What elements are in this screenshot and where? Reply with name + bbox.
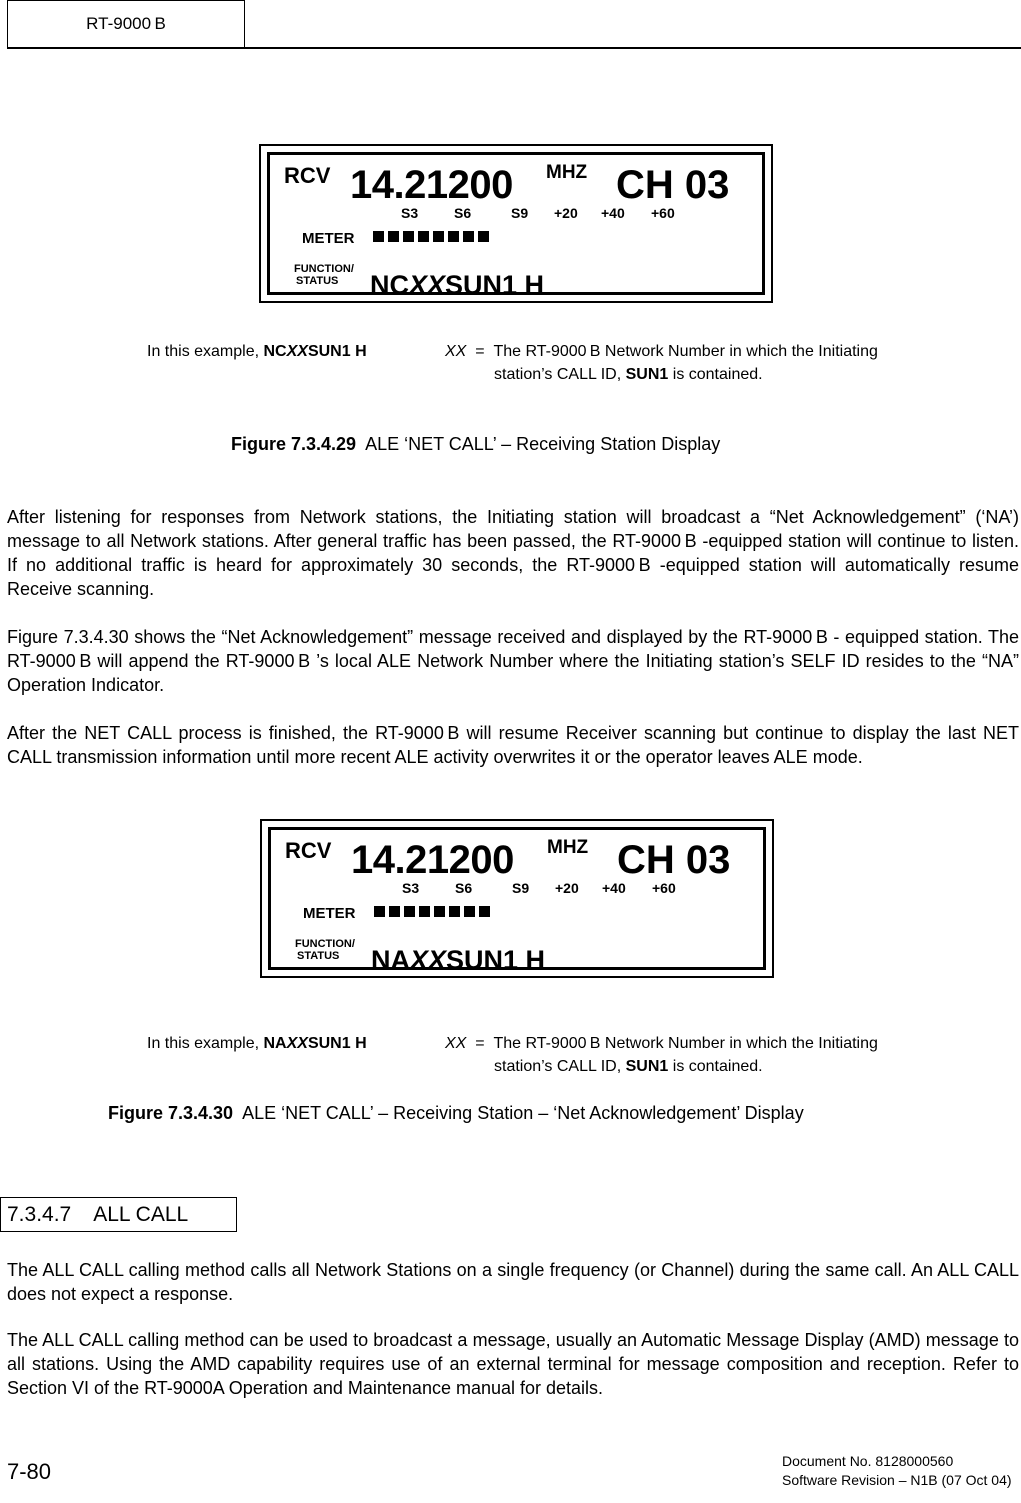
meter-segment <box>388 231 399 242</box>
scale-tick-label: S9 <box>511 205 529 221</box>
note-code <box>264 1035 367 1052</box>
figure-caption-2 <box>108 1103 804 1124</box>
radio-display-1 <box>259 144 773 303</box>
scale-tick-label: +40 <box>601 205 625 221</box>
meter-segment <box>403 231 414 242</box>
meter-label: METER <box>303 905 356 922</box>
meter-segment <box>448 231 459 242</box>
header-rule <box>7 47 1021 49</box>
note-code-prefix: NA <box>263 1035 287 1052</box>
paragraph: After the NET CALL process is finished, the RT-9000 B will resume Receiver scanning but continue to display the last NET CALL transmission information until more recent ALE activity overwrites it or the operator leaves ALE mode. <box>7 723 1019 767</box>
meter-segment <box>463 231 474 242</box>
section-number: 7.3.4.7 <box>7 1202 72 1226</box>
scale-tick-label: S6 <box>454 205 472 221</box>
note-line-1: The RT-9000 B Network Number in which the Initiating <box>493 343 878 360</box>
note-line-2-pre: station’s CALL ID, <box>494 366 626 383</box>
note-code-prefix: NC <box>263 343 287 360</box>
meter-segment <box>373 231 384 242</box>
paragraph: The ALL CALL calling method calls all Network Stations on a single frequency (or Channel) during the same call. An ALL CALL does not expect a response. <box>7 1260 1019 1304</box>
meter-segment <box>449 906 460 917</box>
example-note-2 <box>147 1032 367 1055</box>
scale-tick-label: S3 <box>401 205 419 221</box>
meter-label: METER <box>302 230 355 247</box>
meter-segment <box>404 906 415 917</box>
rcv-indicator: RCV <box>284 163 331 188</box>
status-readout <box>371 945 545 976</box>
scale-tick-label: S3 <box>402 880 420 896</box>
note-xx-definition-1 <box>445 340 878 363</box>
note-xx: XX <box>445 1035 467 1052</box>
footer-doc-info <box>782 1452 1012 1490</box>
channel-readout: CH 03 <box>616 163 730 207</box>
status-suffix: SUN1 H <box>445 270 545 300</box>
figure-title: ALE ‘NET CALL’ – Receiving Station Display <box>356 434 721 454</box>
note-line-2-pre: station’s CALL ID, <box>494 1058 626 1075</box>
signal-scale <box>270 205 762 223</box>
scale-tick-label: +20 <box>555 880 579 896</box>
function-status-label <box>295 938 355 962</box>
paragraph: The ALL CALL calling method can be used to broadcast a message, usually an Automatic Message Display (AMD) message to all stations. Using the AMD capability requires use of an external terminal for message composition and reception. Refer to Section VI of the RT-9000A Operation and Maintenance manual for details. <box>7 1330 1019 1398</box>
note-xx-definition-2 <box>445 1032 878 1055</box>
frequency-readout: 14.21200 <box>351 838 514 882</box>
scale-tick-label: +60 <box>652 880 676 896</box>
note-line-1: The RT-9000 B Network Number in which the Initiating <box>493 1035 878 1052</box>
note-xx: XX <box>445 343 467 360</box>
note-line-2-post: is contained. <box>668 366 763 383</box>
meter-segment <box>464 906 475 917</box>
note-intro: In this example, <box>147 1035 264 1052</box>
note-code-suffix: SUN1 H <box>307 1035 367 1052</box>
status-label: STATUS <box>297 950 340 962</box>
paragraph: Figure 7.3.4.30 shows the “Net Acknowledgement” message received and displayed by the RT-9000 B - equipped station. The RT-9000 B will append the RT-9000 B ’s local ALE Network Number where the Initiating station’s SELF ID resides to the “NA” Operation Indicator. <box>7 627 1019 695</box>
function-label: FUNCTION/ <box>294 263 354 275</box>
note-equals: = <box>475 343 485 360</box>
meter-segment <box>418 231 429 242</box>
channel-readout: CH 03 <box>617 838 731 882</box>
note-intro: In this example, <box>147 343 264 360</box>
status-prefix: NA <box>371 945 410 975</box>
note-line-2-2 <box>494 1055 763 1078</box>
unit-label: MHZ <box>546 162 588 183</box>
signal-meter-bars <box>373 231 489 243</box>
meter-segment <box>419 906 430 917</box>
note-code <box>264 343 367 360</box>
figure-title: ALE ‘NET CALL’ – Receiving Station – ‘Net Acknowledgement’ Display <box>233 1103 804 1123</box>
status-network-number: XX <box>409 270 446 300</box>
rcv-indicator: RCV <box>285 838 332 863</box>
figure-caption-1 <box>231 434 720 455</box>
status-network-number: XX <box>410 945 447 975</box>
note-code-xx: XX <box>286 343 308 360</box>
status-label: STATUS <box>296 275 339 287</box>
software-revision: Software Revision – N1B (07 Oct 04) <box>782 1472 1012 1488</box>
status-readout <box>370 270 544 301</box>
paragraph: After listening for responses from Network stations, the Initiating station will broadcast a “Net Acknowledgement” (‘NA’) message to all Network stations. After general traffic has been passed, the RT-9000 B -equipped station will continue to listen. If no additional traffic is heard for approximately 30 seconds, the RT-9000 B -equipped station will automatically resume Receive scanning. <box>7 507 1019 599</box>
meter-segment <box>374 906 385 917</box>
meter-segment <box>478 231 489 242</box>
scale-tick-label: S9 <box>512 880 530 896</box>
status-prefix: NC <box>370 270 409 300</box>
scale-tick-label: +20 <box>554 205 578 221</box>
meter-segment <box>434 906 445 917</box>
meter-segment <box>433 231 444 242</box>
note-line-2-bold: SUN1 <box>625 1058 669 1075</box>
scale-tick-label: +40 <box>602 880 626 896</box>
section-title: ALL CALL <box>93 1202 189 1226</box>
scale-tick-label: S6 <box>455 880 473 896</box>
scale-tick-label: +60 <box>651 205 675 221</box>
signal-scale <box>271 880 763 898</box>
note-line-2-1 <box>494 363 763 386</box>
header-doc-title: RT-9000 B <box>7 0 245 47</box>
document-number: Document No. 8128000560 <box>782 1453 954 1469</box>
status-suffix: SUN1 H <box>446 945 546 975</box>
function-label: FUNCTION/ <box>295 938 355 950</box>
note-line-2-post: is contained. <box>668 1058 763 1075</box>
note-line-2-bold: SUN1 <box>625 366 669 383</box>
section-heading <box>0 1197 237 1232</box>
note-equals: = <box>475 1035 485 1052</box>
frequency-readout: 14.21200 <box>350 163 513 207</box>
page-number: 7-80 <box>7 1459 52 1484</box>
note-code-suffix: SUN1 H <box>307 343 367 360</box>
radio-display-bezel <box>268 827 766 975</box>
meter-segment <box>479 906 490 917</box>
signal-meter-bars <box>374 906 490 918</box>
radio-display-2 <box>260 819 774 978</box>
figure-label: Figure 7.3.4.30 <box>108 1103 234 1123</box>
unit-label: MHZ <box>547 837 589 858</box>
example-note-1 <box>147 340 367 363</box>
function-status-label <box>294 263 354 287</box>
note-code-xx: XX <box>286 1035 308 1052</box>
meter-segment <box>389 906 400 917</box>
figure-label: Figure 7.3.4.29 <box>231 434 357 454</box>
radio-display-bezel <box>267 152 765 300</box>
